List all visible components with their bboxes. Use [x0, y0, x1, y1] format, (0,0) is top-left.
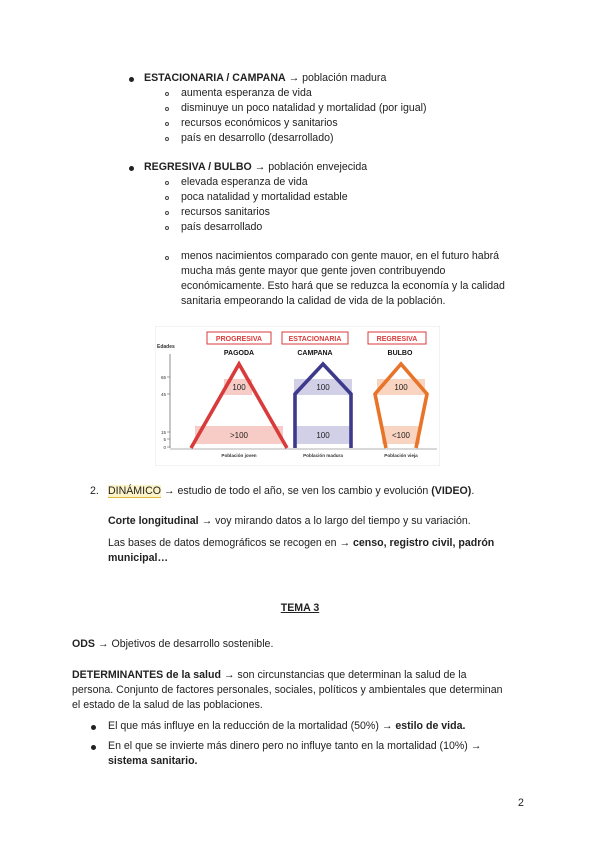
corte-bold: Corte longitudinal	[108, 515, 199, 527]
axis-label: Edades	[157, 344, 175, 350]
note-line: menos nacimientos comparado con gente mauor, en el futuro habrá	[181, 250, 500, 262]
list-item: país en desarrollo (desarrollado)	[181, 132, 334, 144]
bullet-bold: sistema sanitario.	[108, 755, 198, 767]
determinantes-desc: → son circunstancias que determinan la salud de la	[220, 669, 467, 681]
item2-desc: → estudio de todo el año, se ven los cambio y evolución	[160, 485, 432, 497]
top-value: 100	[316, 383, 330, 392]
footer-label: Población vieja	[384, 453, 418, 458]
badge-label: REGRESIVA	[376, 336, 418, 343]
list-item: recursos económicos y sanitarios	[181, 117, 338, 129]
note-line: económicamente. Esto hará que se reduzca la economía y la calidad	[181, 280, 505, 292]
sub-bullet-circle	[165, 92, 169, 96]
corte-desc: → voy mirando datos a lo largo del tiempo y su variación.	[198, 515, 471, 527]
badge-label: ESTACIONARIA	[288, 336, 342, 343]
estacionaria-heading	[144, 71, 386, 86]
bases-paragraph	[108, 536, 548, 566]
bases-bold-2: municipal…	[108, 552, 169, 564]
page-number: 2	[518, 797, 524, 809]
determinantes-bold: DETERMINANTES de la salud	[72, 669, 221, 681]
sub-bullet-circle	[165, 196, 169, 200]
bullet-dot	[129, 77, 134, 82]
list-item: disminuye un poco natalidad y mortalidad (por igual)	[181, 102, 427, 114]
bottom-value: >100	[229, 431, 249, 440]
ods-line	[72, 637, 273, 652]
top-value: 100	[232, 383, 246, 392]
item2-line	[108, 484, 474, 499]
determinantes-paragraph	[72, 668, 542, 713]
ods-bold: ODS	[72, 638, 95, 650]
tick-label: 45	[160, 392, 166, 397]
bullet-text: El que más influye en la reducción de la mortalidad (50%) →	[108, 720, 396, 732]
tema-title: TEMA 3	[280, 602, 320, 614]
sub-bullet-circle	[165, 226, 169, 230]
item2-video: (VIDEO)	[431, 485, 472, 497]
bottom-value: 100	[316, 431, 330, 440]
footer-label: Población madura	[303, 453, 343, 458]
tick-label: 65	[160, 375, 166, 380]
tick-label: 5	[163, 437, 166, 442]
determinantes-line-3: el estado de la salud de las poblaciones.	[72, 699, 263, 711]
top-value: 100	[394, 383, 408, 392]
tick-label: 0	[163, 445, 166, 450]
regresiva-desc: → población envejecida	[251, 161, 368, 173]
item2-end: .	[471, 485, 475, 497]
bases-line-1	[108, 536, 548, 551]
bullet-item	[108, 739, 528, 769]
regresiva-note	[181, 249, 561, 309]
bullet-bold: estilo de vida.	[395, 720, 466, 732]
bullet-text: En el que se invierte más dinero pero no influye tanto en la mortalidad (10%) →	[108, 740, 482, 752]
sub-bullet-circle	[165, 107, 169, 111]
list-item: país desarrollado	[181, 221, 263, 233]
footer-label: Población joven	[221, 453, 257, 458]
estacionaria-title: ESTACIONARIA / CAMPANA	[144, 72, 286, 84]
list-item: aumenta esperanza de vida	[181, 87, 312, 99]
bases-bold-1: censo, registro civil, padrón	[352, 537, 495, 549]
ods-desc: → Objetivos de desarrollo sostenible.	[94, 638, 274, 650]
regresiva-title: REGRESIVA / BULBO	[144, 161, 252, 173]
bullet-item	[108, 719, 465, 734]
list-item: recursos sanitarios	[181, 206, 270, 218]
list-item: poca natalidad y mortalidad estable	[181, 191, 348, 203]
bases-text: Las bases de datos demográficos se recogen en →	[108, 537, 353, 549]
bases-line-2	[108, 551, 548, 566]
item-number: 2.	[90, 485, 99, 497]
determinantes-line-2: persona. Conjunto de factores personales, sociales, políticos y ambientales que determinan	[72, 684, 503, 696]
determinantes-line-1	[72, 668, 542, 683]
sub-bullet-circle	[165, 122, 169, 126]
bullet-dot	[91, 745, 96, 750]
list-item: elevada esperanza de vida	[181, 176, 308, 188]
badge-label: PROGRESIVA	[215, 336, 263, 343]
sub-bullet-circle	[165, 181, 169, 185]
population-pyramids-figure	[155, 326, 440, 466]
corte-line	[108, 514, 471, 529]
tick-label: 15	[160, 430, 166, 435]
dinamico-highlight: DINÁMICO	[108, 485, 161, 497]
pyramid-name: CAMPANA	[297, 350, 333, 357]
bottom-value: <100	[391, 431, 411, 440]
sub-bullet-circle	[165, 211, 169, 215]
note-line: sanitaria empeorando la calidad de vida de la población.	[181, 295, 446, 307]
sub-bullet-circle	[165, 256, 169, 260]
note-line: mucha más gente mayor que gente joven contribuyendo	[181, 265, 446, 277]
bullet-dot	[129, 166, 134, 171]
pyramid-name: BULBO	[387, 350, 413, 357]
sub-bullet-circle	[165, 137, 169, 141]
bullet-dot	[91, 725, 96, 730]
estacionaria-desc: → población madura	[285, 72, 387, 84]
pyramid-name: PAGODA	[223, 350, 255, 357]
regresiva-heading	[144, 160, 367, 175]
